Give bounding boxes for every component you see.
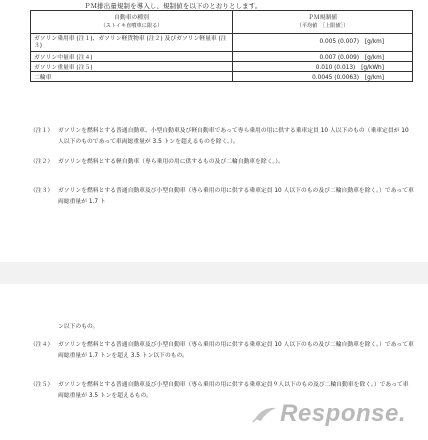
row-category: ガソリン中量車 (注４) xyxy=(31,52,233,62)
pm-regulation-table xyxy=(30,10,413,82)
table-header-row xyxy=(31,11,413,34)
row-value: 0.005 (0.007) [g/km] xyxy=(233,34,413,52)
row-category: ガソリン重量車 (注５) xyxy=(31,62,233,72)
table-row xyxy=(31,52,413,62)
table-row xyxy=(31,62,413,72)
row-category: ガソリン乗用車 (注１)、ガソリン軽貨物車 (注２) 及びガソリン軽量車 (注３) xyxy=(31,34,233,52)
note-5: （注５） ガソリンを燃料とする普通自動車及び小型自動車（専ら乗用の用に供する乗車定員９人以下のもの及び二輪自動車を除く。）であって車両総重量が 3.5 トンを超えるもの。 xyxy=(30,382,409,399)
note-3: （注３） ガソリンを燃料とする普通自動車及び小型自動車（専ら乗用の用に供する乗車定員 10 人以下のもの及び二輪自動車を除く。）であって車両総重量が 1.7 ト xyxy=(30,188,414,205)
row-value: 0.0045 (0.0063) [g/km] xyxy=(233,72,413,82)
note-1: （注１） ガソリンを燃料とする普通自動車、小型自動車及び軽自動車であって専ら乗用の用に供する乗車定員 10 人以下のもの（乗車定員が 10 人以下のものであって車両総重量が 3.5 トンを超えるものを除く。）。 xyxy=(30,128,409,145)
note-3-continued: ン以下のもの。 xyxy=(58,324,99,330)
intro-text: ＰＭ排出量規制を導入し、規制値を以下のとおりとします。 xyxy=(84,2,262,10)
note-2: （注２） ガソリンを燃料とする軽自動車（専ら乗用の用に供するもの及び二輪自動車を除く。）。 xyxy=(30,159,284,165)
page-break-gap xyxy=(0,262,428,284)
row-value: 0.010 (0.013) [g/kWh] xyxy=(233,62,413,72)
header-category: 自動車の種別 （ストイキ直噴車に限る） xyxy=(31,11,233,34)
response-logo xyxy=(252,400,406,428)
logo-text: Response. xyxy=(280,400,406,427)
document-page-bottom xyxy=(0,284,428,440)
table-row xyxy=(31,34,413,52)
row-value: 0.007 (0.009) [g/km] xyxy=(233,52,413,62)
table-row xyxy=(31,72,413,82)
response-logo-icon xyxy=(252,404,278,424)
note-4: （注４） ガソリンを燃料とする普通自動車及び小型自動車（専ら乗用の用に供する乗車定員 10 人以下のもの及び二輪自動車を除く。）であって車両総重量が 1.7 トンを超え 3.5 トン以下のもの。 xyxy=(30,342,414,359)
header-value: ＰＭ規制値 （平均値 ［上限値］） xyxy=(233,11,413,34)
row-category: 二輪車 xyxy=(31,72,233,82)
